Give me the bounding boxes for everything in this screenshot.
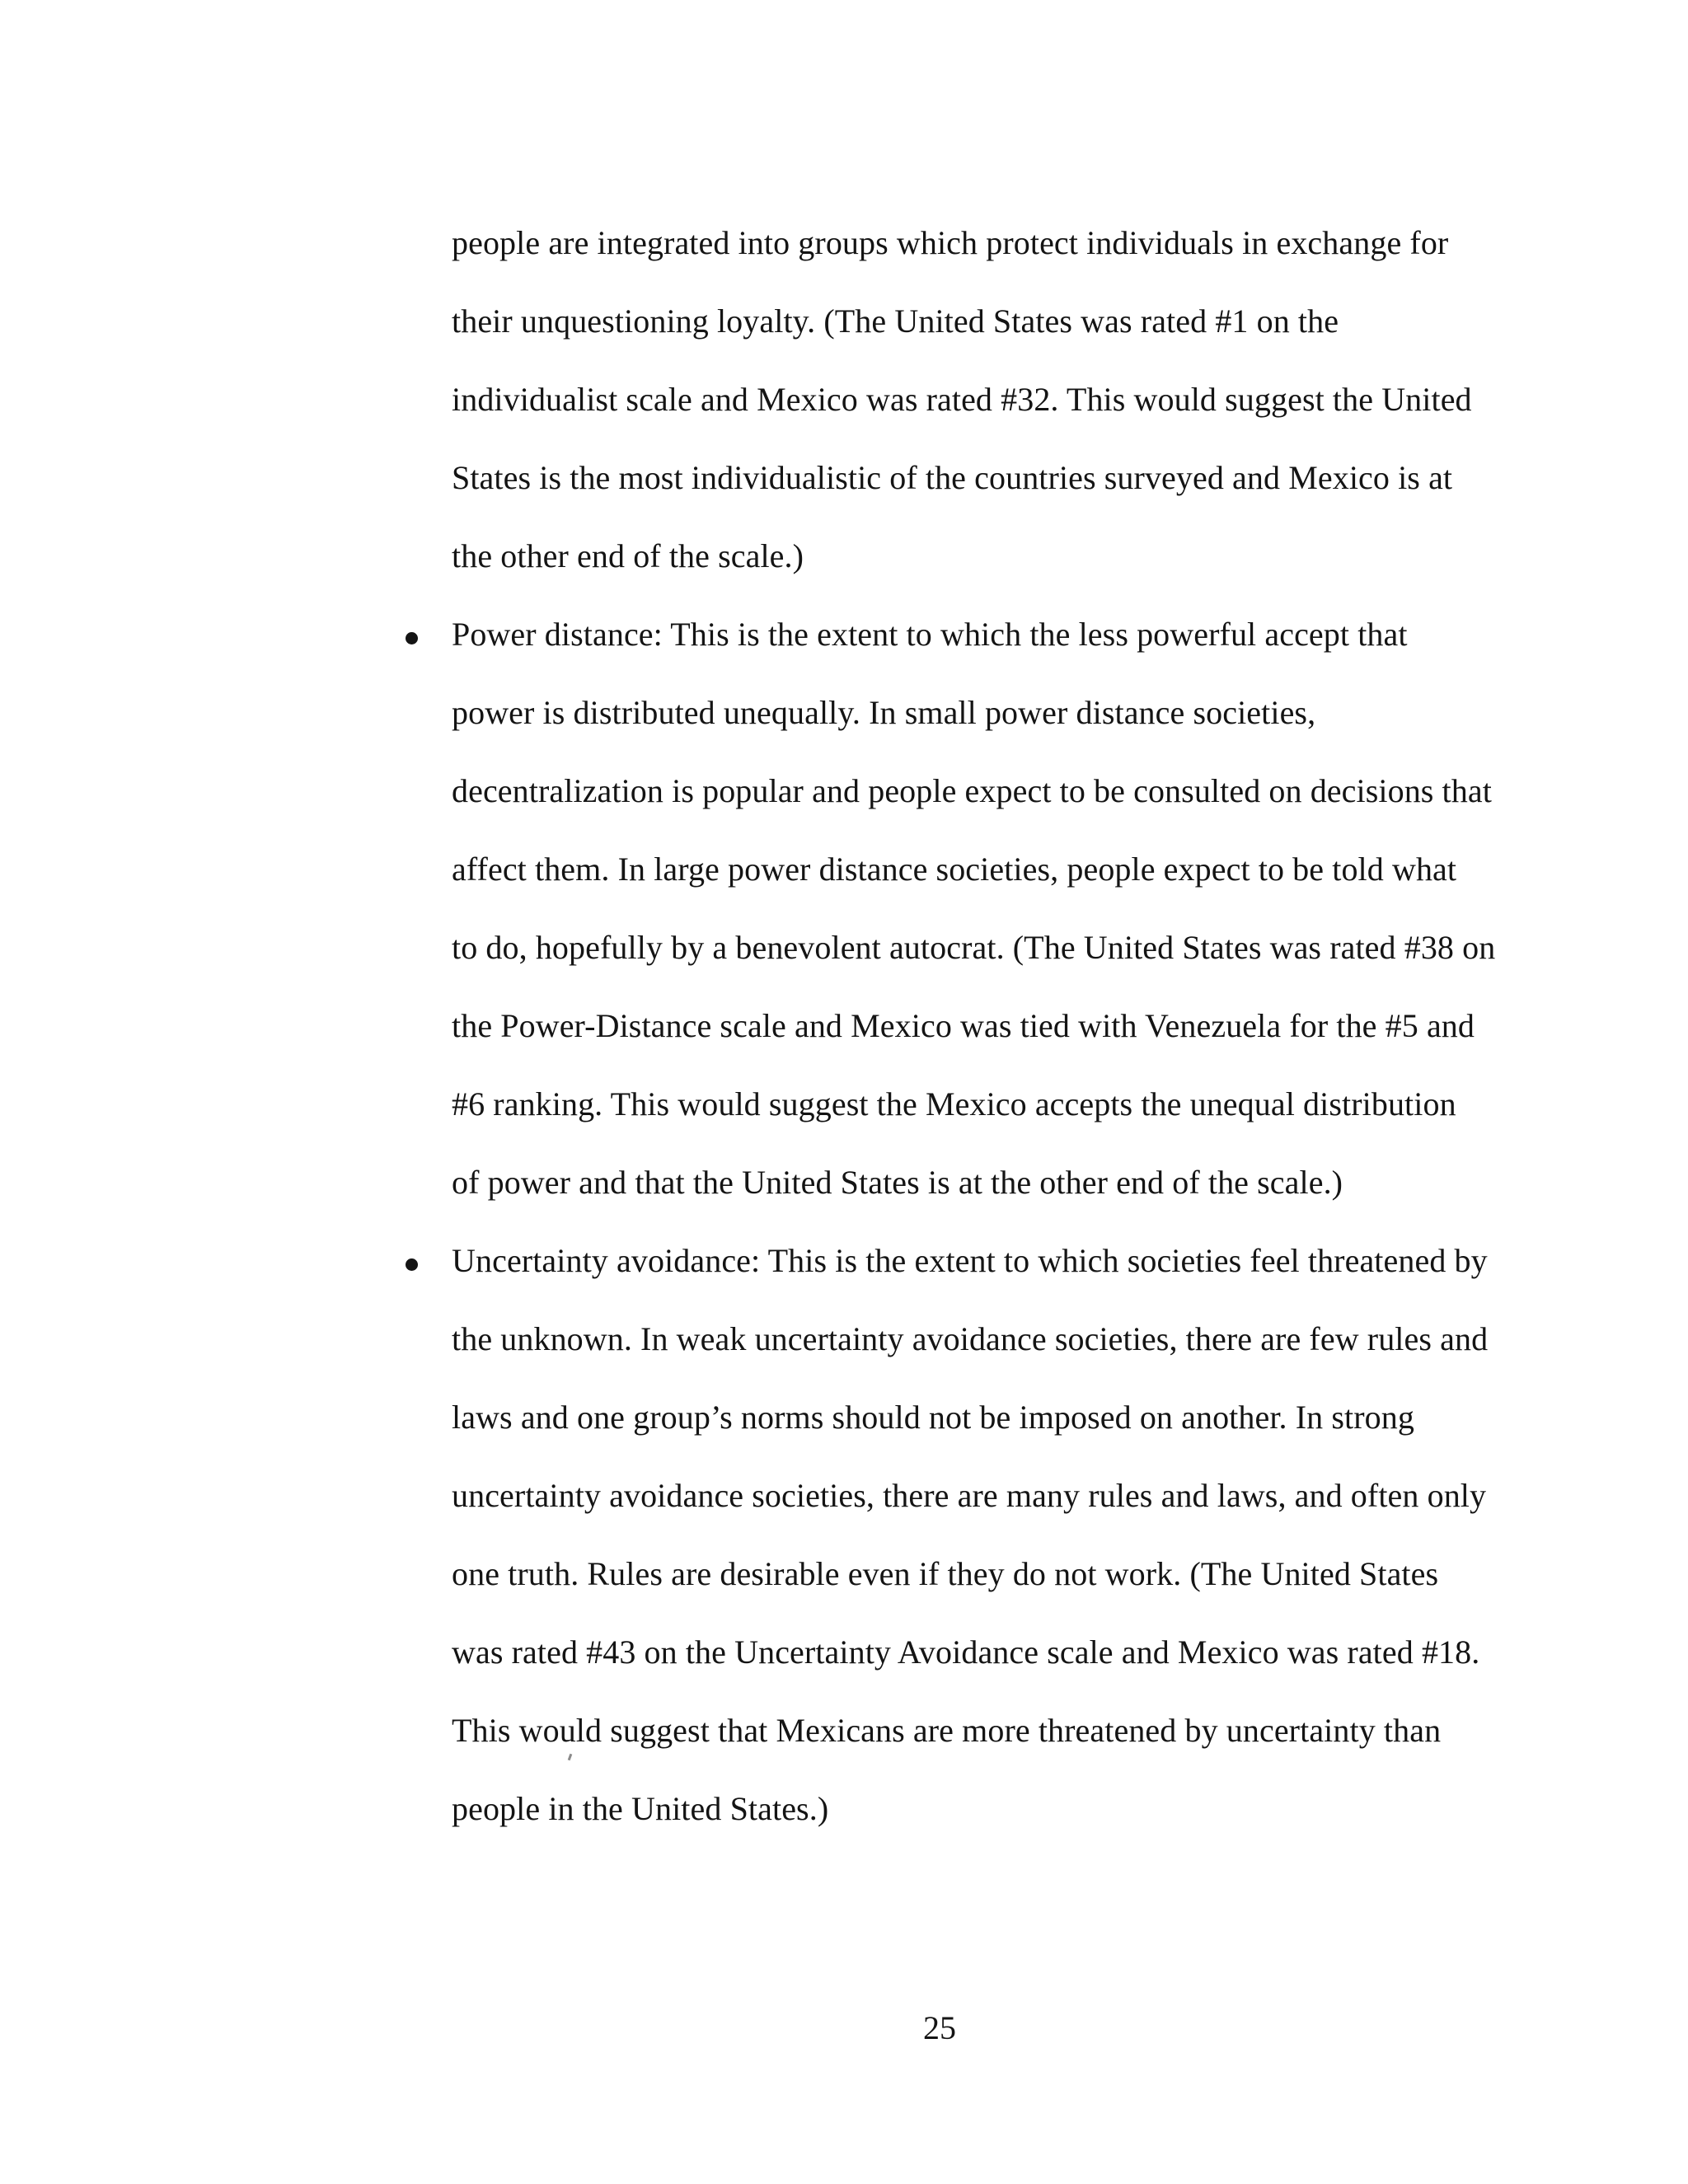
text-line: uncertainty avoidance societies, there are many rules and laws, and often only: [452, 1477, 1487, 1514]
text-line: Power distance: This is the extent to which the less powerful accept that: [452, 616, 1408, 653]
text-line: the other end of the scale.): [452, 537, 804, 574]
text-line: This would suggest that Mexicans are more threatened by uncertainty than: [452, 1712, 1442, 1749]
text-line: affect them. In large power distance societies, people expect to be told what: [452, 851, 1457, 888]
text-line: decentralization is popular and people expect to be consulted on decisions that: [452, 772, 1492, 809]
text-line: the unknown. In weak uncertainty avoidance societies, there are few rules and: [452, 1320, 1489, 1357]
text-line: to do, hopefully by a benevolent autocrat. (The United States was rated #38 on: [452, 929, 1496, 966]
text-line: of power and that the United States is at the other end of the scale.): [452, 1164, 1343, 1201]
text-line: people in the United States.): [452, 1790, 829, 1827]
text-line: power is distributed unequally. In small power distance societies,: [452, 694, 1316, 731]
text-line: people are integrated into groups which protect individuals in exchange for: [452, 224, 1449, 261]
text-line: their unquestioning loyalty. (The United States was rated #1 on the: [452, 302, 1339, 340]
text-line: States is the most individualistic of the countries surveyed and Mexico is at: [452, 459, 1453, 496]
text-line: the Power-Distance scale and Mexico was tied with Venezuela for the #5 and: [452, 1007, 1475, 1044]
text-line: laws and one group’s norms should not be imposed on another. In strong: [452, 1399, 1414, 1436]
scan-speck: [568, 1754, 573, 1761]
text-line: was rated #43 on the Uncertainty Avoidance scale and Mexico was rated #18.: [452, 1633, 1480, 1671]
page-number: 25: [923, 2009, 956, 2046]
text-line: individualist scale and Mexico was rated #32. This would suggest the United: [452, 381, 1472, 418]
text-line: one truth. Rules are desirable even if they do not work. (The United States: [452, 1555, 1439, 1592]
bullet-icon: [406, 632, 418, 644]
bullet-icon: [406, 1258, 418, 1271]
text-line: Uncertainty avoidance: This is the extent to which societies feel threatened by: [452, 1242, 1488, 1279]
text-line: #6 ranking. This would suggest the Mexico accepts the unequal distribution: [452, 1085, 1456, 1122]
